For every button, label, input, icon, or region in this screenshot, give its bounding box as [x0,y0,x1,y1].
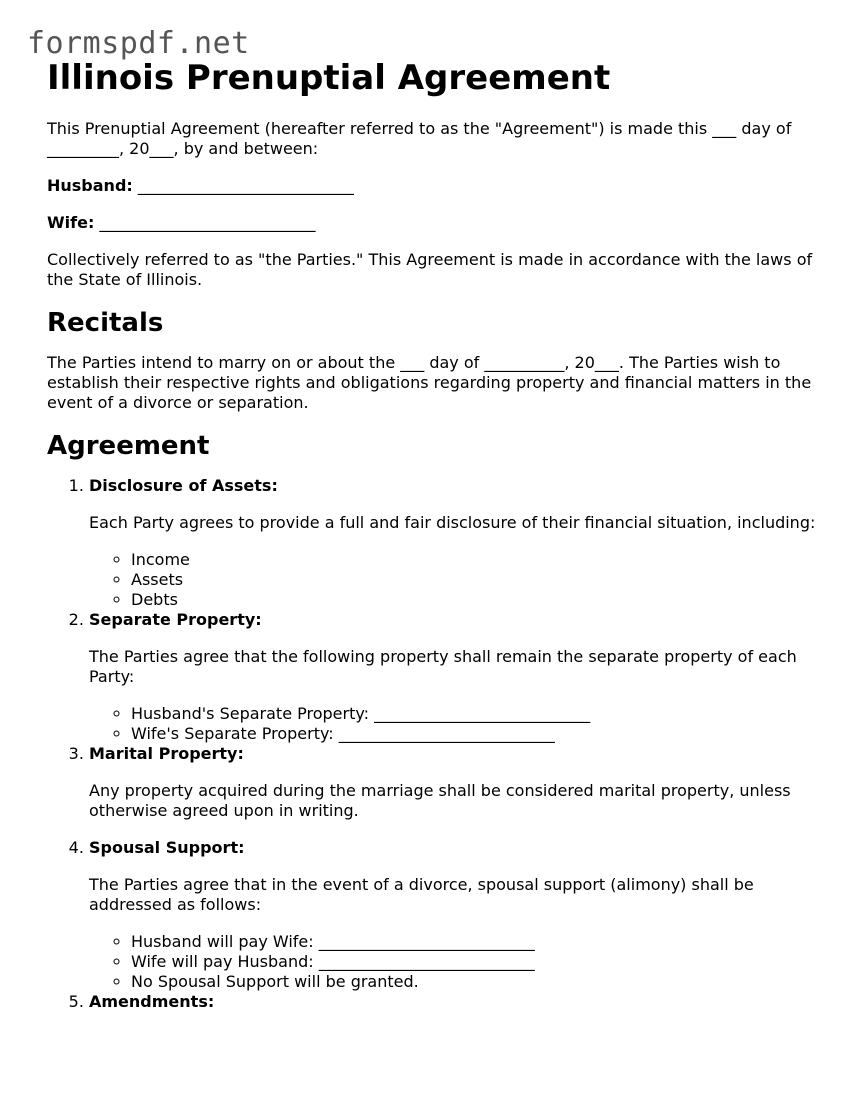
sub-list-item: ◦ Husband's Separate Property: ___________________________ [131,704,817,724]
item-text: Each Party agrees to provide a full and fair disclosure of their financial situation, including: [89,513,816,533]
item-text: The Parties agree that in the event of a divorce, spousal support (alimony) shall be addressed as follows: [89,875,754,915]
document-page [47,58,817,1029]
list-item [89,476,817,610]
sub-list [89,550,817,610]
husband-field [47,176,817,196]
recitals-heading: Recitals [47,307,164,338]
sub-list [89,704,817,744]
sub-list-item: ◦ Assets [131,570,817,590]
list-item [89,610,817,744]
agreement-list [47,476,817,1012]
wife-blank: ___________________________ [99,212,316,232]
list-item [89,838,817,992]
sub-list [89,932,817,992]
item-title: 3. Marital Property: [89,744,244,764]
watermark-logo: formspdf.net [27,26,250,61]
sub-list-item: ◦ Income [131,550,817,570]
item-title: 5. Amendments: [89,992,215,1012]
husband-blank: ___________________________ [137,175,354,195]
wife-field [47,213,817,233]
intro-paragraph: This Prenuptial Agreement (hereafter referred to as the "Agreement") is made this ___ day of _________, 20___, by and between: [47,118,792,158]
sub-list-item: ◦ Debts [131,590,817,610]
sub-list-item: ◦ No Spousal Support will be granted. [131,972,817,992]
document-title: Illinois Prenuptial Agreement [47,58,611,98]
item-title: 4. Spousal Support: [89,838,245,858]
recitals-paragraph: The Parties intend to marry on or about the ___ day of __________, 20___. The Parties wish to establish their respective rights and obligations regarding property and financial matters in the event of a divorce or separation. [47,352,812,412]
sub-list-item: ◦ Wife will pay Husband: ___________________________ [131,952,817,972]
list-item [89,744,817,821]
wife-label: Wife: [47,212,95,232]
agreement-heading: Agreement [47,430,210,461]
sub-list-item: ◦ Husband will pay Wife: ___________________________ [131,932,817,952]
husband-label: Husband: [47,175,133,195]
item-title: 1. Disclosure of Assets: [89,476,278,496]
item-text: Any property acquired during the marriage shall be considered marital property, unless otherwise agreed upon in writing. [89,781,791,821]
collective-paragraph: Collectively referred to as "the Parties." This Agreement is made in accordance with the laws of the State of Illinois. [47,249,813,289]
item-title: 2. Separate Property: [89,610,262,630]
item-text: The Parties agree that the following property shall remain the separate property of each Party: [89,647,797,687]
list-item [89,992,817,1012]
sub-list-item: ◦ Wife's Separate Property: ___________________________ [131,724,817,744]
